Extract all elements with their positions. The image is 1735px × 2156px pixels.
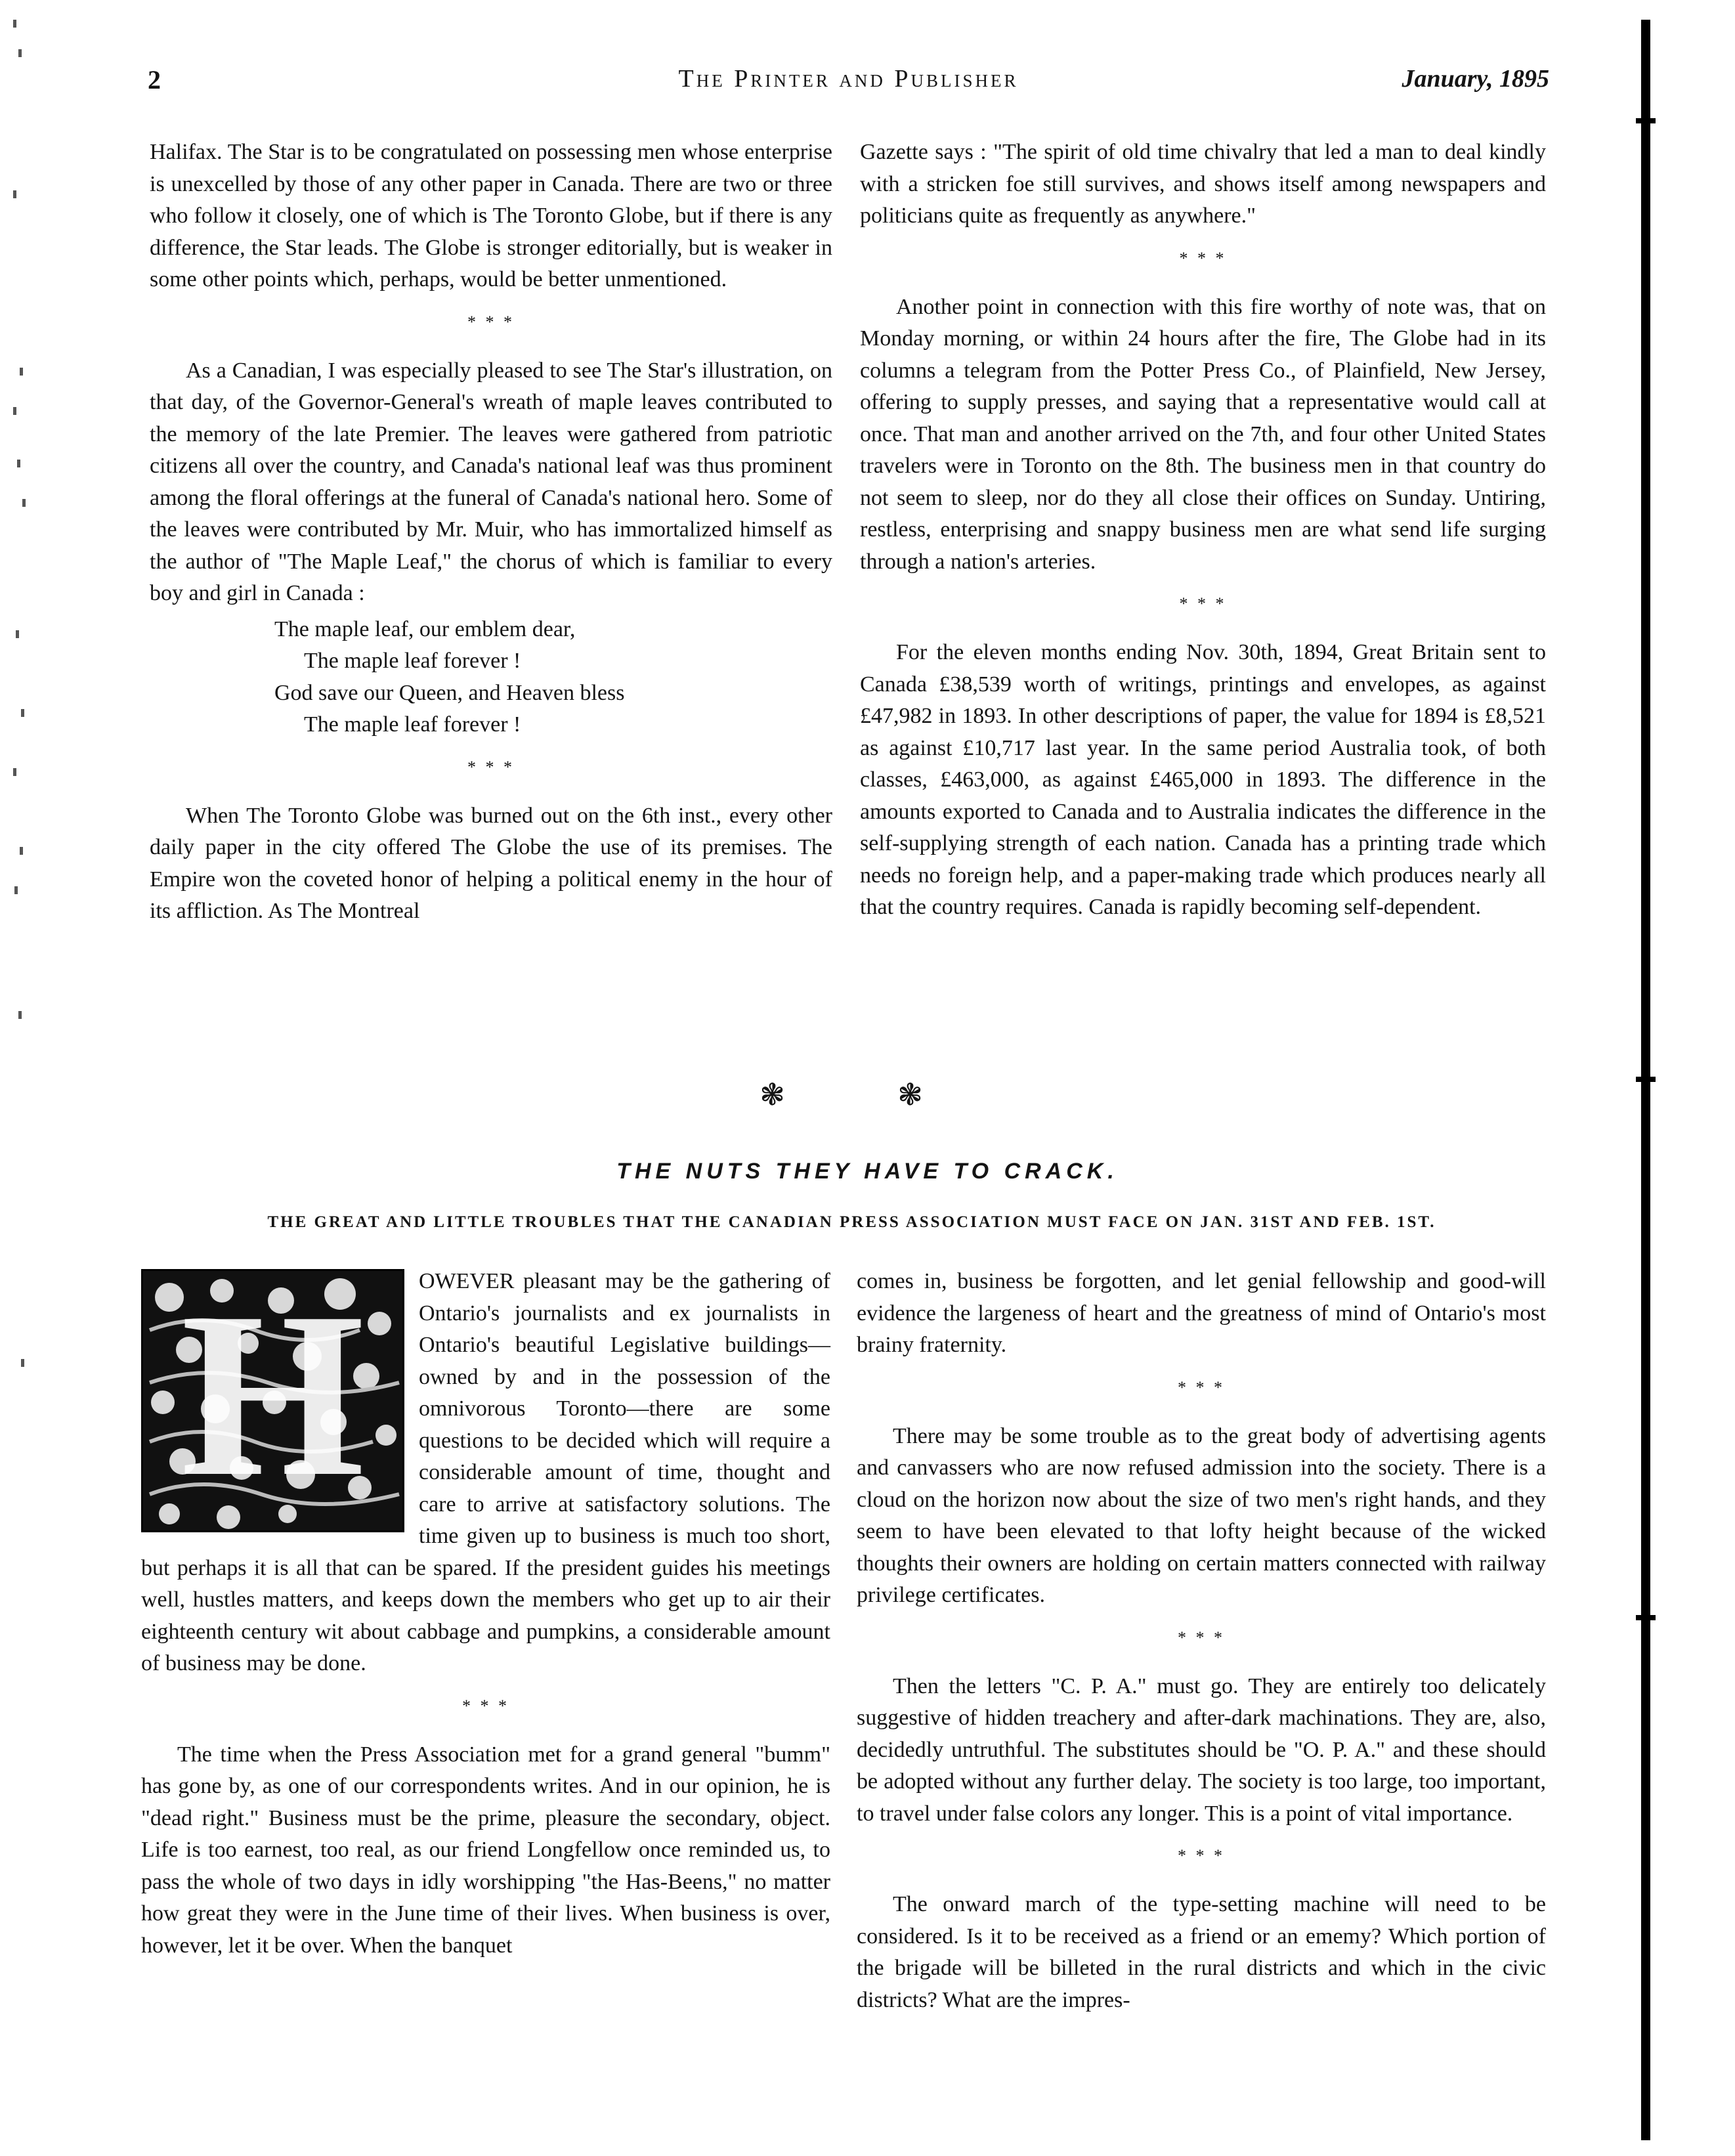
decorated-initial	[141, 1269, 404, 1532]
paragraph: The onward march of the type-setting machine will need to be considered. Is it to be received as a friend or an ememy? Which portion of the brigade will be billeted in the rural districts and which in the civic districts? What are the impres-	[857, 1892, 1546, 2012]
paragraph: As a Canadian, I was especially pleased to see The Star's illustration, on that day, of the Governor-General's wreath of maple leaves contributed to the memory of the late Premier. The leaves were gathered from patriotic citizens all over the country, and Canada's national leaf was thus prominent among the floral offerings at the funeral of Canada's national hero. Some of the leaves were contributed by Mr. Muir, who has immortalized himself as the author of "The Maple Leaf," the chorus of which is familiar to every boy and girl in Canada :	[150, 358, 832, 605]
paragraph: Halifax. The Star is to be congratulated on possessing men whose enterprise is unexcelled by those of any other paper in Canada. There are two or three who follow it closely, one of which is The Toronto Globe, but if there is any difference, the Star leads. The Globe is stronger editorially, but is weaker in some other points which, perhaps, would be better unmentioned.	[150, 140, 832, 291]
paragraph: comes in, business be forgotten, and let genial fellowship and good-will evidence the largeness of heart and the greatness of mind of Ontario's most brainy fraternity.	[857, 1269, 1546, 1357]
journal-title: The Printer and Publisher	[678, 65, 1019, 93]
paragraph: Then the letters "C. P. A." must go. They are entirely too delicately suggestive of hidden treachery and after-dark machinations. They are, also, decidedly untruthful. The substitutes should be "O. P. A." and these should be adopted without any further delay. The society is too large, too important, to travel under false colors any longer. This is a point of vital importance.	[857, 1673, 1546, 1826]
asterism-ornament: * * *	[1178, 1377, 1225, 1397]
initial-letter: H	[181, 1269, 365, 1525]
paragraph: OWEVER pleasant may be the gathering of Ontario's journalists and ex journalists in Ontario's beautiful Legislative buildings—owned by and in the possession of the omnivorous Toronto—there are some questions to be decided which will require a considerable amount of time, thought and care to arrive at satisfactory solutions. The time given up to business is much too short, but perhaps it is all that can be spared. If the president guides his meetings well, hustles matters, and keeps down the members who get up to air their eighteenth century wit about cabbage and pumpkins, a considerable amount of business may be done.	[141, 1269, 830, 1675]
article-title: THE NUTS THEY HAVE TO CRACK.	[616, 1159, 1119, 1184]
verse-line: The maple leaf, our emblem dear,	[274, 616, 576, 641]
column-bottom-left	[141, 1266, 830, 1962]
asterism-ornament: * * *	[1179, 248, 1227, 268]
page-number: 2	[148, 65, 161, 95]
paragraph: Another point in connection with this fire worthy of note was, that on Monday morning, or within 24 hours after the fire, The Globe had in its columns a telegram from the Potter Press Co., of Plainfield, New Jersey, offering to supply presses, and saying that a representative would call at once. That man and another arrived on the 7th, and four other United States travelers were in Toronto on the 8th. The business men in that country do not seem to sleep, nor do they all close their offices on Sunday. Untiring, restless, enterprising and snappy business men are what send life surging through a nation's arteries.	[860, 294, 1546, 574]
column-bottom-right	[857, 1266, 1546, 2016]
asterism-ornament: * * *	[1178, 1628, 1225, 1647]
article-subtitle: THE GREAT AND LITTLE TROUBLES THAT THE CANADIAN PRESS ASSOCIATION MUST FACE ON JAN. 31ST AND FEB. 1ST.	[267, 1213, 1436, 1231]
paragraph: When The Toronto Globe was burned out on the 6th inst., every other daily paper in the city offered The Globe the use of its premises. The Empire won the coveted honor of helping a political enemy in the hour of its affliction. As The Montreal	[150, 803, 832, 923]
verse-line: God save our Queen, and Heaven bless	[274, 680, 625, 705]
paragraph: Gazette says : "The spirit of old time chivalry that led a man to deal kindly with a stricken foe still survives, and shows itself among newspapers and politicians quite as frequently as anywhere."	[860, 140, 1546, 228]
margin-tick	[1636, 1615, 1656, 1620]
paragraph: The time when the Press Association met for a grand general "bumm" has gone by, as one of our correspondents writes. And in our opinion, he is "dead right." Business must be the prime, pleasure the secondary, object. Life is too earnest, too real, as our friend Longfellow once reminded us, to pass the whole of two days in idly worshipping "the Has-Beens," no matter how great they were in the June time of their lives. When business is over, however, let it be over. When the banquet	[141, 1742, 830, 1958]
paragraph: There may be some trouble as to the great body of advertising agents and canvassers who are now refused admission into the society. There is a cloud on the horizon now about the size of two men's right hands, and they seem to have been elevated to that lofty height because of the wicked thoughts their owners are holding on certain matters connected with railway privilege certificates.	[857, 1423, 1546, 1607]
running-head	[148, 64, 1549, 104]
asterism-ornament: * * *	[1179, 594, 1227, 613]
asterism-ornament: * * *	[467, 757, 515, 777]
verse-line: The maple leaf forever !	[304, 712, 521, 737]
margin-tick	[1636, 118, 1656, 123]
asterism-ornament: * * *	[1178, 1846, 1225, 1865]
asterism-ornament: * * *	[467, 312, 515, 332]
asterism-ornament: * * *	[462, 1696, 509, 1715]
issue-date: January, 1895	[1402, 65, 1549, 93]
verse-line: The maple leaf forever !	[304, 649, 521, 673]
column-top-left	[150, 137, 832, 928]
paragraph: For the eleven months ending Nov. 30th, 1894, Great Britain sent to Canada £38,539 worth of writings, printings and envelopes, as against £47,982 in 1893. In other descriptions of paper, the value for 1894 is £8,521 as against £10,717 last year. In the same period Australia took, of both classes, £463,000, as against £465,000 in 1893. The difference in the amounts exported to Canada and to Australia indicates the difference in the self-supplying strength of each nation. Canada has a printing trade which needs no foreign help, and a paper-making trade which produces nearly all that the country requires. Canada is rapidly becoming self-dependent.	[860, 640, 1546, 919]
verse-quotation	[150, 614, 832, 741]
column-top-right	[860, 137, 1546, 924]
section-break-ornaments: ❃ ❃	[760, 1078, 975, 1111]
